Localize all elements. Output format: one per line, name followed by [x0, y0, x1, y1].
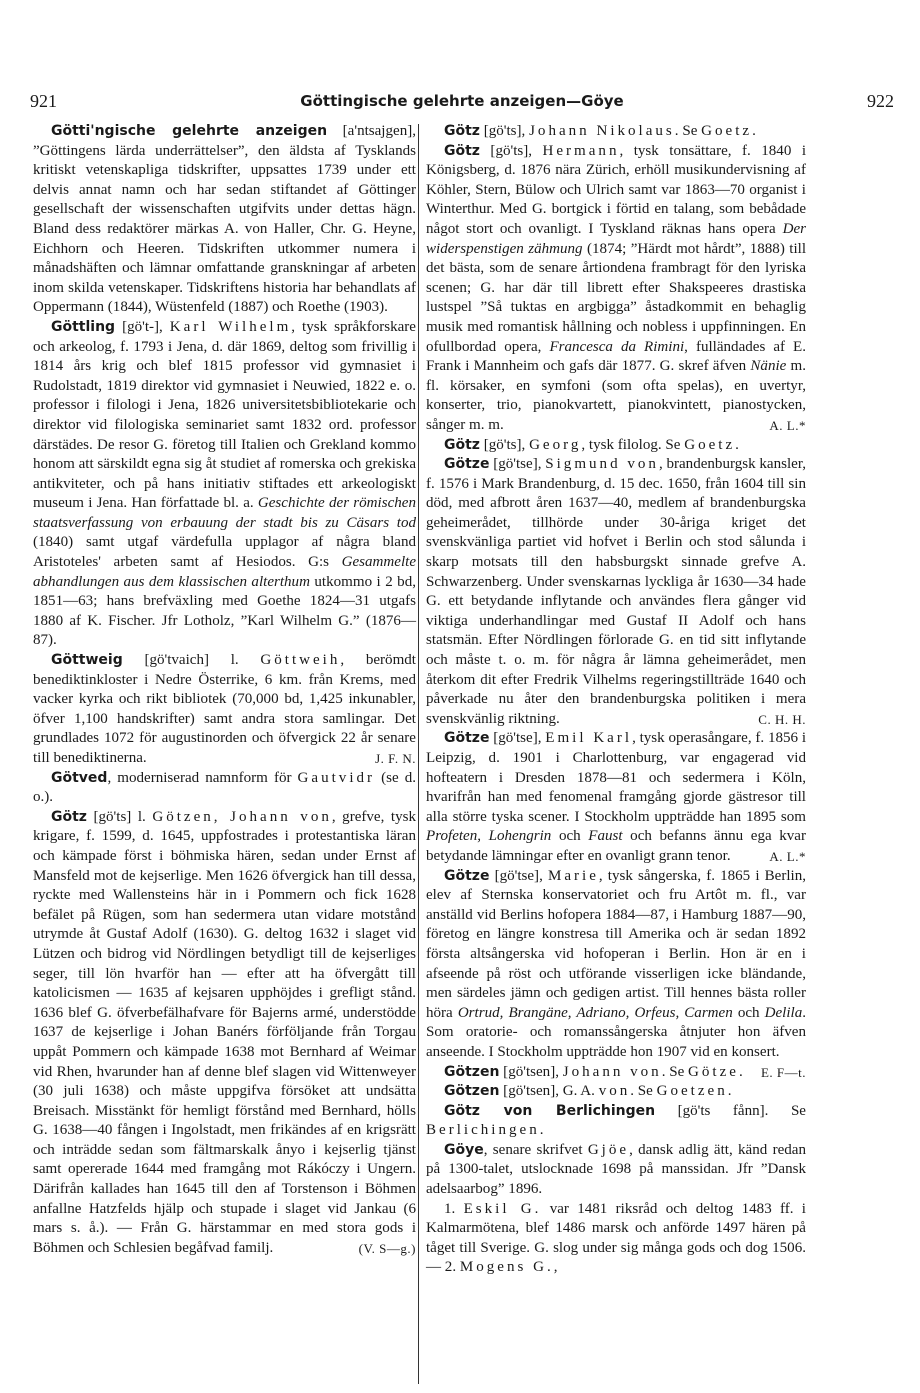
- spaced-name: Hermann: [542, 142, 620, 159]
- entry-text: , berömdt benediktinkloster i Nedre Österrike, 6 km. från Krems, med vacker kyrka och rikt bibliotek (70,000 bd, 1,425 inkunabler, öfver 1,100 handskrifter) samt andra stora samlingar. Det grundlades 1072 för augustinorden och öfvergick 22 år senare till benediktinerna.: [33, 652, 416, 766]
- entry-text: , tysk operasångare, f. 1856 i Leipzig, d. 1901 i Charlottenburg, var engagerad vid hofteatern i Dresden 1878—81 och sedermera i Köln, hvarifrån han med fenomenal framgång gjorde gästresor till alla större tyska scener. I Stockholm uppträdde han 1895 som: [426, 730, 806, 825]
- spaced-name: Götzen, Johann von: [152, 808, 332, 825]
- spaced-name: Johann Nikolaus: [529, 123, 675, 139]
- entry-text: [gö'tsen], G. A.: [499, 1083, 599, 1100]
- entry-text: , brandenburgsk kansler, f. 1576 i Mark Brandenburg, d. 15 dec. 1650, från 1604 till sin död, med afbrott åren 1637—40, medlem af brandenburgska geheimerådet, tillhörde under 30-åriga kriget det svenskvänliga partiet vid hofvet i Berlin och stod sålunda i skarp motsats till den habsburgskt sinnade grefve A. Schwarzenberg. Under svenskarnas lyckliga år 1630—34 hade G. ett betydande inflytande och användes flera gånger vid viktiga underhandlingar med Gustaf II Adolf och hans statsmän. Efter Nördlingen förlorade G. en tid sitt inflytande och måste t. o. m. för några år lämna geheimerådet, men återkom dit efter Fredrik Vilhelms regeringstillträde 1640 och påverkade nu åter den brandenburgska politiken i mera svenskvänlig riktning.: [426, 456, 806, 727]
- entry-gotze-emil: [426, 729, 806, 866]
- entry-text: . Se: [630, 1083, 657, 1100]
- entry-text: [gö'ts] l.: [86, 808, 153, 825]
- spaced-name: Marie: [547, 867, 599, 884]
- author-signature: A. L.*: [769, 848, 806, 864]
- entry-text: , grefve, tysk krigare, f. 1599, d. 1645, uppfostrades i protestantiska läran och kämpade först i böhmiska hären, sedan under Ernst af Mansfeld mot de kejserlige. Men 1626 öfvergick han till dessa, ryckte med Wallensteins här in i Pommern och fick 1628 befälet på Rügen, som han sedermera utan vidare motstånd utrymde åt Gustaf Adolf (1630). G. deltog 1632 i slaget vid Lützen och bidrog vid Nördlingen betydligt till de kejserliges seger, till lön hvarför han — efter att ha öfvergått till katolicismen — 1635 af kejsaren upphöjdes i grefligt stånd. 1636 blef G. öfverbefälhafvare för Bajerns armé, understödde 1637 de kejserlige i Johan Banérs förföljande från Torgau uppåt Pommern och kämpade 1638 mot Bernhard af Weimar vid Rhen, hvarunder han af denne blef slagen vid Wittenweyer (30 juli 1638) och måste uppgifva försöket att undsätta Breisach. Misstänkt för hemligt förstånd med Bernhard, hölls G. 1638—40 fången i Ingolstadt, men frikändes af en krigsrätt och inträdde sedan som fältmarskalk ånyo i kejserlig tjänst samt opererade 1644 med framgång mot Rákóczy i Ungern. Därifrån kallades han 1645 till den af Torstenson i Böhmen anfallne Hatzfelds hjälp och stupade i slaget vid Jankau (6 mars s. å.). — Från G. härstammar en med stora gods i Böhmen och Schlesien begåfvad familj.: [33, 808, 417, 1256]
- headword: Götz: [444, 142, 480, 159]
- entry-text: , tysk filolog. Se: [581, 436, 685, 453]
- italic-title: Nänie: [750, 358, 787, 375]
- entry-text: [gö'ts],: [479, 142, 543, 159]
- entry-text: [gö'tvaich] l.: [122, 652, 261, 669]
- headword: Götz: [444, 436, 480, 453]
- entry-text: . Se: [661, 1063, 689, 1080]
- author-signature: C. H. H.: [758, 711, 806, 727]
- entry-text: [gö'tsen],: [499, 1063, 563, 1080]
- spaced-name: Karl Wilhelm: [169, 318, 292, 335]
- entry-text: och: [551, 828, 589, 845]
- spaced-name: Sigmund von: [545, 456, 659, 473]
- entry-text: m. fl. körsaker, en symfoni (som ofta spelas), en uvertyr, konserter, trio, pianokvartett, pianokvintett, pianostycken, sånger m. m.: [426, 358, 807, 433]
- spaced-name: Gjöe: [587, 1141, 630, 1158]
- headword: Götved: [51, 769, 108, 786]
- entry-text: och befanns ännu ega kvar betydande lämningar efter en ovanligt grann tenor.: [426, 828, 806, 864]
- headword: Götz: [51, 808, 87, 825]
- entry-text: [gö'tse],: [489, 730, 546, 747]
- headword: Götze: [444, 456, 490, 473]
- italic-title: Ortrud, Brangäne, Adriano, Orfeus, Carmen: [457, 1004, 733, 1021]
- spaced-name: Emil Karl: [545, 730, 633, 747]
- entry-gotze-sigmund: [426, 455, 806, 729]
- spaced-name: Gautvidr: [297, 769, 376, 786]
- entry-text: .: [727, 1083, 732, 1100]
- headword: Götze: [444, 867, 490, 884]
- entry-text: utkommo i 2 bd, 1851—63; hans brefväxling med Goethe 1824—31 utgafs 1880 af K. Fischer. Jfr Lotholz, ”Karl Wilhelm G.” (1876—87).: [33, 573, 416, 649]
- entry-text: [a'ntsajgen], ”Göttingens lärda underrättelser”, den äldsta af Tysklands kritiskt vetenskapliga tidskrifter, uppsattes 1739 under ett delvis annat namn och har sedan stiftandet af Göttinger gesellschaft der wissenschaften utgifvits under dettas hägn. Bland dess redaktörer märkas A. von Haller, Chr. G. Heyne, Eichhorn och Heeren. Tidskriften utkommer numera i månadshäften och lämnar omfattande granskningar af arbeten inom skilda vetenskaper. Tidskriftens historia har behandlats af Oppermann (1844), Wüstenfeld (1887) och Roethe (1903).: [33, 123, 416, 316]
- cross-reference: Berlichingen: [426, 1122, 540, 1139]
- entry-text: , moderniserad namnform för: [107, 769, 298, 786]
- italic-title: Faust: [588, 828, 623, 845]
- entry-text: .: [735, 436, 739, 453]
- author-signature: E. F—t.: [760, 1064, 806, 1080]
- entry-gotved: [33, 769, 416, 808]
- entry-text: . Som oratorie- och romanssångerska åtnjuter hon äfven anseende. I Stockholm uppträdde hon 1907 vid en konsert.: [426, 1004, 807, 1060]
- entry-gottweig: [33, 651, 416, 769]
- entry-text: , tysk sångerska, f. 1865 i Berlin, elev af Sternska konservatoriet och fru Artôt m. fl., var anställd vid Berlins hofopera 1884—87, i Hamburg 1887—90, företog en längre konstresa till Amerika och är sedan 1892 första altsångerska vid hofoperan i Berlin. Hon är en i afseende på röst och utförande visserligen icke bländande, men särdeles jämn och gedigen artist. Till hennes bästa roller höra: [426, 867, 806, 1021]
- entry-text: ,: [553, 1259, 558, 1276]
- spaced-name: von: [598, 1083, 631, 1100]
- right-column: [426, 122, 806, 1278]
- entry-text: [gö'ts fånn]. Se: [655, 1102, 806, 1119]
- headword: Götzen: [444, 1063, 500, 1080]
- cross-reference: Goetzen: [656, 1083, 728, 1100]
- headword: Götz von Berlichingen: [444, 1102, 656, 1119]
- entry-text: [gö'tse],: [489, 867, 548, 884]
- entry-text: (1874; ”Härdt mot hårdt”, 1888) till det bästa, som de senare årtiondena frambragt för den lyriska scenen; G. har där till librett efter Shakspeeres drastiska lustspel ”Så tuktas en argbigga” åstadkommit en behaglig musik med romantisk hållning och nobless i uppfinningen. En ofullbordad opera,: [426, 240, 806, 355]
- entry-gotz-georg: [426, 436, 806, 456]
- author-signature: (V. S—g.): [358, 1240, 416, 1256]
- entry-text: 1.: [444, 1200, 464, 1217]
- entry-text: , senare skrifvet: [483, 1141, 588, 1158]
- entry-text: , tysk språkforskare och arkeolog, f. 1793 i Jena, d. där 1869, deltog som frivillig i 1814 års krig och blef 1815 professor vid gymnasiet i Rudolstadt, 1819 direktor vid gymnasiet i Neuwied, 1822 e. o. professor i filologi i Jena, 1826 universitetsbibliotekarie och direktor vid filologiska seminariet samt 1832 ord. professor därstädes. De resor G. företog till Italien och Grekland kommo honom att särskildt egna sig åt studiet af romerska och grekiska antikviteter, och på hans initiativ stiftades ett arkeologiskt museum i Jena. Han författade bl. a.: [33, 318, 416, 512]
- italic-title: Der widerspenstigen zähmung: [426, 220, 806, 257]
- italic-title: Delila: [764, 1004, 803, 1021]
- spaced-name: Eskil G.: [463, 1200, 542, 1217]
- italic-title: Profeten, Lohengrin: [426, 828, 552, 845]
- entry-gottling: [33, 318, 416, 651]
- entry-text: och: [732, 1004, 765, 1021]
- spaced-name: Mogens G.: [459, 1259, 554, 1276]
- running-title: Göttingische gelehrte anzeigen—Göye: [300, 92, 624, 110]
- entry-text: , tysk tonsättare, f. 1840 i Königsberg, d. 1876 nära Zürich, erhöll musikundervisning af Köhler, Stern, Bülow och Ulrich samt var 1863—70 organist i Winterthur. Med G. bortgick i förtid en talang, som bebådade något stort och ovanligt. I Tyskland räknas hans opera: [426, 142, 806, 237]
- entry-text: var 1481 riksråd och deltog 1483 ff. i Kalmarmötena, blef 1486 marsk och anförde 1497 hären på tåget till Sverige. G. slog under sig många gods och dog 1506. — 2.: [426, 1200, 806, 1276]
- entry-text: [gö'ts],: [479, 436, 530, 453]
- page-number-left: 921: [30, 90, 57, 111]
- entry-text: (se d. o.).: [33, 769, 416, 806]
- entry-text: , fulländades af E. Frank i Mannheim och gafs där 1877. G. skref äfven: [426, 338, 807, 375]
- entry-goye-eskil: [426, 1200, 806, 1278]
- entry-gotz-hermann: [426, 142, 806, 436]
- entry-gotz-johann-nikolaus: [426, 122, 806, 142]
- headword: Göttweig: [51, 652, 123, 669]
- italic-title: Geschichte der römischen staatsverfassung von erbauung der stadt bis zu Cäsars tod: [33, 495, 416, 531]
- italic-title: Gesammelte abhandlungen aus dem klassischen alterthum: [33, 554, 416, 590]
- entry-goye: [426, 1141, 806, 1200]
- entry-text: [gö'ts],: [479, 123, 530, 139]
- page-number-right: 922: [867, 90, 894, 111]
- headword: Götzen: [444, 1083, 500, 1100]
- entry-gotz-johann: [33, 808, 416, 1259]
- cross-reference: Götze: [688, 1063, 739, 1080]
- headword: Göttling: [51, 318, 116, 335]
- italic-title: Francesca da Rimini: [549, 338, 685, 355]
- left-column: [33, 122, 416, 1258]
- entry-text: . Se: [674, 123, 702, 139]
- entry-gotzen-ga: [426, 1082, 806, 1102]
- cross-reference: Goetz: [684, 436, 736, 453]
- entry-text: .: [539, 1122, 544, 1139]
- headword: Götti'ngische gelehrte anzeigen: [51, 123, 328, 139]
- headword: Götz: [444, 123, 480, 139]
- headword: Göye: [444, 1141, 484, 1158]
- spaced-name: Göttweih: [260, 652, 341, 669]
- column-divider: [418, 124, 419, 1384]
- page-header: [30, 88, 894, 114]
- headword: Götze: [444, 730, 490, 747]
- entry-text: [gö't-],: [115, 318, 170, 335]
- entry-text: [gö'tse],: [489, 456, 546, 473]
- entry-text: .: [738, 1063, 743, 1080]
- entry-gottingische: [33, 122, 416, 318]
- author-signature: A. L.*: [769, 417, 806, 433]
- entry-text: (1840) samt utgaf värdefulla upplagor af några bland Aristoteles' arbeten samt af Hesiodos. G:s: [33, 534, 416, 571]
- cross-reference: Goetz: [701, 123, 753, 139]
- spaced-name: Georg: [529, 436, 582, 453]
- entry-gotz-von-berlichingen: [426, 1102, 806, 1141]
- entry-text: , dansk adlig ätt, känd redan på 1300-talet, utslocknade 1698 på manssidan. Jfr ”Dansk adelsaarbog” 1896.: [426, 1141, 807, 1198]
- spaced-name: Johann von: [562, 1063, 662, 1080]
- author-signature: J. F. N.: [375, 751, 416, 766]
- entry-text: .: [752, 123, 756, 139]
